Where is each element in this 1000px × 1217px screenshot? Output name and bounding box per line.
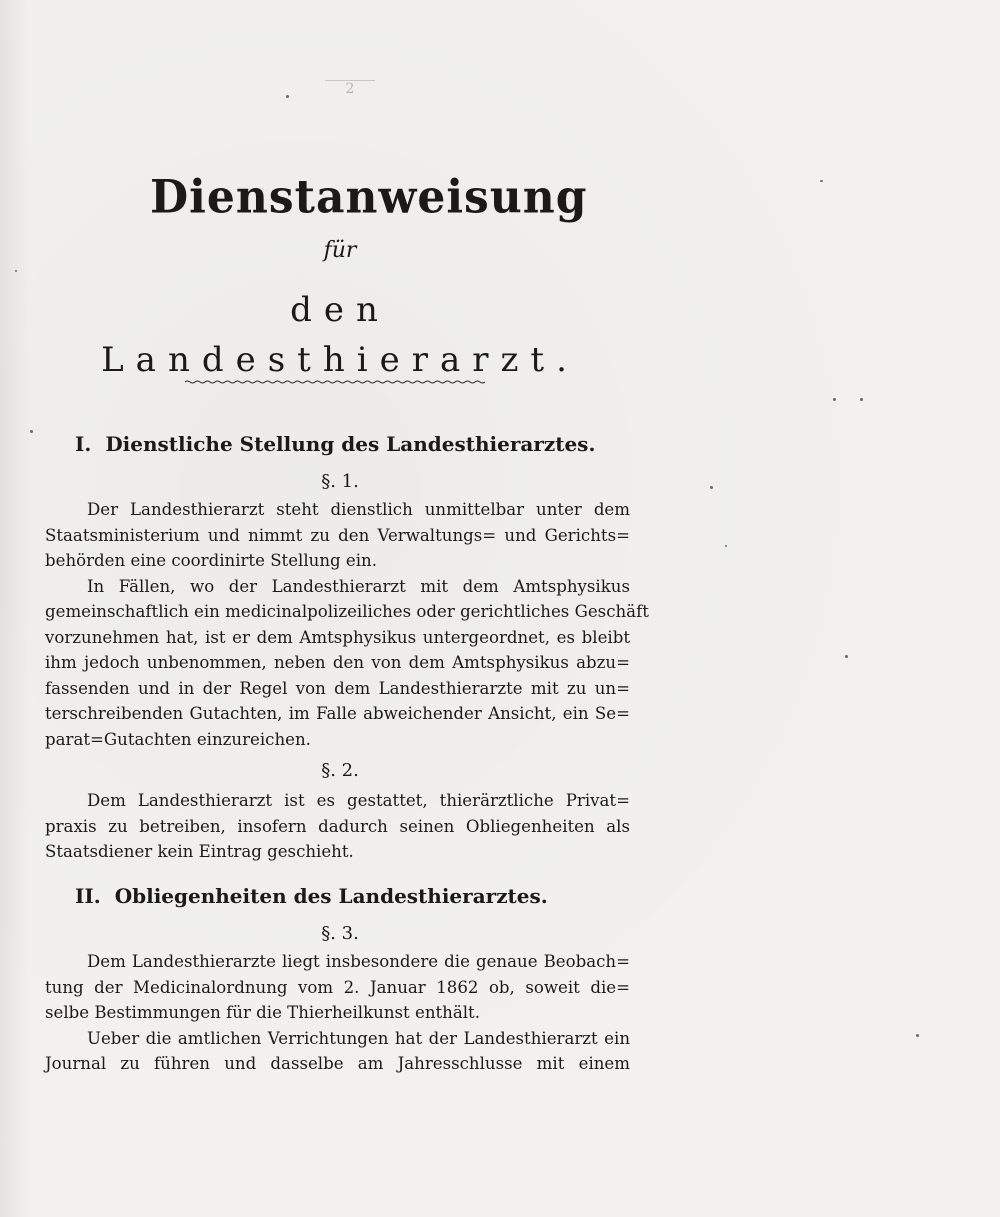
scan-speck xyxy=(845,655,848,658)
paragraph-mark: §. 2. xyxy=(321,760,359,781)
scan-speck xyxy=(916,1034,919,1037)
section-heading-1 xyxy=(75,428,635,460)
scan-speck xyxy=(286,95,289,98)
text-line: gemeinschaftlich ein medicinalpolizeiliches oder gerichtliches Geschäft xyxy=(45,602,649,621)
title-connector: für xyxy=(323,238,357,263)
text-line: terschreibenden Gutachten, im Falle abweichender Ansicht, ein Se= xyxy=(45,704,630,723)
text-line: tung der Medicinalordnung vom 2. Januar 1862 ob, soweit die= xyxy=(45,977,630,997)
text-line: vorzunehmen hat, ist er dem Amtsphysikus untergeordnet, es bleibt xyxy=(45,627,630,647)
scan-speck xyxy=(15,270,17,272)
section-heading-2 xyxy=(75,880,635,912)
scan-speck xyxy=(860,398,863,401)
text-line: Dem Landesthierarzte liegt insbesondere die genaue Beobach= xyxy=(87,952,630,971)
paragraph-mark: §. 3. xyxy=(321,923,359,944)
paragraph-3-text xyxy=(45,949,630,1077)
text-line: ihm jedoch unbenommen, neben den von dem Amtsphysikus abzu= xyxy=(45,653,630,672)
paragraph-mark: §. 1. xyxy=(321,471,359,492)
text-line: Journal zu führen und dasselbe am Jahresschlusse mit einem xyxy=(45,1054,630,1073)
text-line: Staatsministerium und nimmt zu den Verwaltungs= und Gerichts= xyxy=(45,525,630,545)
section-number: I. xyxy=(75,432,92,456)
paragraph-2-text xyxy=(45,788,630,865)
section-title: Dienstliche Stellung des Landesthierarztes. xyxy=(105,432,596,456)
scan-speck xyxy=(820,180,823,182)
text-line: parat=Gutachten einzureichen. xyxy=(45,729,311,749)
text-line: Ueber die amtlichen Verrichtungen hat der Landesthierarzt ein xyxy=(87,1028,630,1048)
scan-speck xyxy=(725,545,727,547)
document-title: Dienstanweisung xyxy=(150,170,588,225)
text-line: In Fällen, wo der Landesthierarzt mit dem Amtsphysikus xyxy=(87,576,630,596)
scan-speck xyxy=(30,430,33,433)
decorative-rule xyxy=(185,380,485,384)
paragraph-1-text xyxy=(45,497,649,752)
text-line: Staatsdiener kein Eintrag geschieht. xyxy=(45,842,354,861)
text-line: Dem Landesthierarzt ist es gestattet, thierärztliche Privat= xyxy=(87,791,630,810)
page-number: 2 xyxy=(325,80,375,97)
text-line: praxis zu betreiben, insofern dadurch seinen Obliegenheiten als xyxy=(45,816,630,836)
text-line: fassenden und in der Regel von dem Landesthierarzte mit zu un= xyxy=(45,678,630,698)
section-number: II. xyxy=(75,884,101,908)
text-line: behörden eine coordinirte Stellung ein. xyxy=(45,551,378,570)
section-title: Obliegenheiten des Landesthierarztes. xyxy=(114,884,548,908)
scan-speck xyxy=(833,398,836,401)
scan-speck xyxy=(710,486,713,489)
text-line: selbe Bestimmungen für die Thierheilkunst enthält. xyxy=(45,1003,481,1022)
text-line: Der Landesthierarzt steht dienstlich unmittelbar unter dem xyxy=(87,500,630,519)
document-subtitle: den Landesthierarzt. xyxy=(101,290,579,380)
